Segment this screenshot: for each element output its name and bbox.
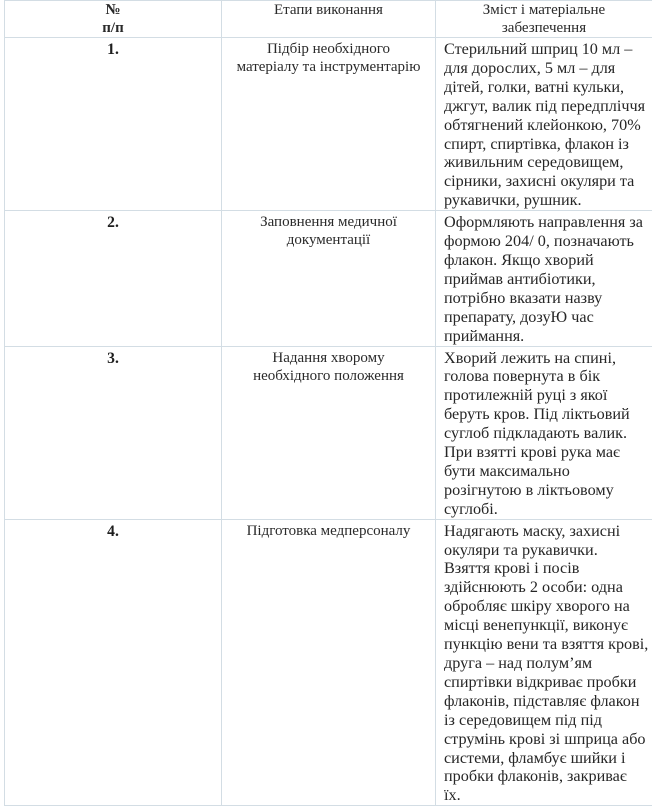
header-number-line: п/п bbox=[5, 19, 221, 37]
row-stage bbox=[222, 38, 436, 211]
content-line: сірники, захисні окуляри та bbox=[444, 172, 648, 191]
content-line: для дорослих, 5 мл – для bbox=[444, 59, 648, 78]
stage-line: Підбір необхідного bbox=[228, 40, 429, 58]
procedure-table bbox=[4, 0, 652, 806]
content-line: При взятті крові рука має bbox=[444, 443, 648, 462]
content-line: системи, фламбує шийки і bbox=[444, 749, 648, 768]
content-line: спирт, спиртівка, флакон із bbox=[444, 135, 648, 154]
content-line: суглобі. bbox=[444, 500, 648, 519]
content-line: Хворий лежить на спині, bbox=[444, 349, 648, 368]
content-line: місці венепункції, виконує bbox=[444, 616, 648, 635]
content-line: дітей, голки, ватні кульки, bbox=[444, 78, 648, 97]
content-line: приймав антибіотики, bbox=[444, 270, 648, 289]
header-row bbox=[5, 1, 652, 38]
content-line: пробки флаконів, закриває bbox=[444, 767, 648, 786]
header-content-line: Зміст і матеріальне bbox=[436, 1, 652, 19]
content-line: Оформляють направлення за bbox=[444, 213, 648, 232]
stage-line: Надання хворому bbox=[228, 349, 429, 367]
content-line: джгут, валик під передпліччя bbox=[444, 97, 648, 116]
content-line: здійснюють 2 особи: одна bbox=[444, 578, 648, 597]
stage-line: Підготовка медперсоналу bbox=[228, 522, 429, 540]
table-row bbox=[5, 211, 652, 346]
content-line: потрібно вказати назву bbox=[444, 289, 648, 308]
content-line: протилежній руці з якої bbox=[444, 386, 648, 405]
stage-line: документації bbox=[228, 231, 429, 249]
header-content-line: забезпечення bbox=[436, 19, 652, 37]
stage-line: матеріалу та інструментарію bbox=[228, 58, 429, 76]
table-row bbox=[5, 346, 652, 519]
content-line: із середовищем під під bbox=[444, 711, 648, 730]
row-stage bbox=[222, 519, 436, 806]
content-line: суглоб підкладають валик. bbox=[444, 424, 648, 443]
stage-line: Заповнення медичної bbox=[228, 213, 429, 231]
row-content bbox=[436, 211, 652, 346]
content-line: бути максимально bbox=[444, 462, 648, 481]
content-line: пункцію вени та взяття крові, bbox=[444, 635, 648, 654]
stage-line: необхідного положення bbox=[228, 367, 429, 385]
row-content bbox=[436, 519, 652, 806]
row-number: 4. bbox=[5, 519, 222, 806]
content-line: Стерильний шприц 10 мл – bbox=[444, 40, 648, 59]
content-line: спиртівки відкриває пробки bbox=[444, 673, 648, 692]
content-line: препарату, дозуЮ час bbox=[444, 308, 648, 327]
content-line: флакон. Якщо хворий bbox=[444, 251, 648, 270]
content-line: голова повернута в бік bbox=[444, 367, 648, 386]
row-stage bbox=[222, 211, 436, 346]
row-content bbox=[436, 346, 652, 519]
header-content bbox=[436, 1, 652, 38]
header-number-line: № bbox=[5, 1, 221, 19]
content-line: Надягають маску, захисні bbox=[444, 522, 648, 541]
row-number: 1. bbox=[5, 38, 222, 211]
content-line: обтягнений клейонкою, 70% bbox=[444, 116, 648, 135]
header-stage-line: Етапи виконання bbox=[222, 1, 435, 19]
content-line: флаконів, підставляє флакон bbox=[444, 692, 648, 711]
content-line: живильним середовищем, bbox=[444, 153, 648, 172]
content-line: приймання. bbox=[444, 327, 648, 346]
content-line: рукавички, рушник. bbox=[444, 191, 648, 210]
content-line: беруть кров. Під ліктьовий bbox=[444, 405, 648, 424]
content-line: розігнутою в ліктьовому bbox=[444, 481, 648, 500]
table-row bbox=[5, 38, 652, 211]
header-stage bbox=[222, 1, 436, 38]
content-line: обробляє шкіру хворого на bbox=[444, 597, 648, 616]
row-number: 3. bbox=[5, 346, 222, 519]
table-row bbox=[5, 519, 652, 806]
content-line: окуляри та рукавички. bbox=[444, 541, 648, 560]
content-line: струмінь крові зі шприца або bbox=[444, 730, 648, 749]
row-number: 2. bbox=[5, 211, 222, 346]
content-line: формою 204/ 0, позначають bbox=[444, 232, 648, 251]
row-content bbox=[436, 38, 652, 211]
header-number bbox=[5, 1, 222, 38]
content-line: друга – над полум’ям bbox=[444, 654, 648, 673]
row-stage bbox=[222, 346, 436, 519]
content-line: Взяття крові і посів bbox=[444, 559, 648, 578]
content-line: їх. bbox=[444, 786, 648, 805]
